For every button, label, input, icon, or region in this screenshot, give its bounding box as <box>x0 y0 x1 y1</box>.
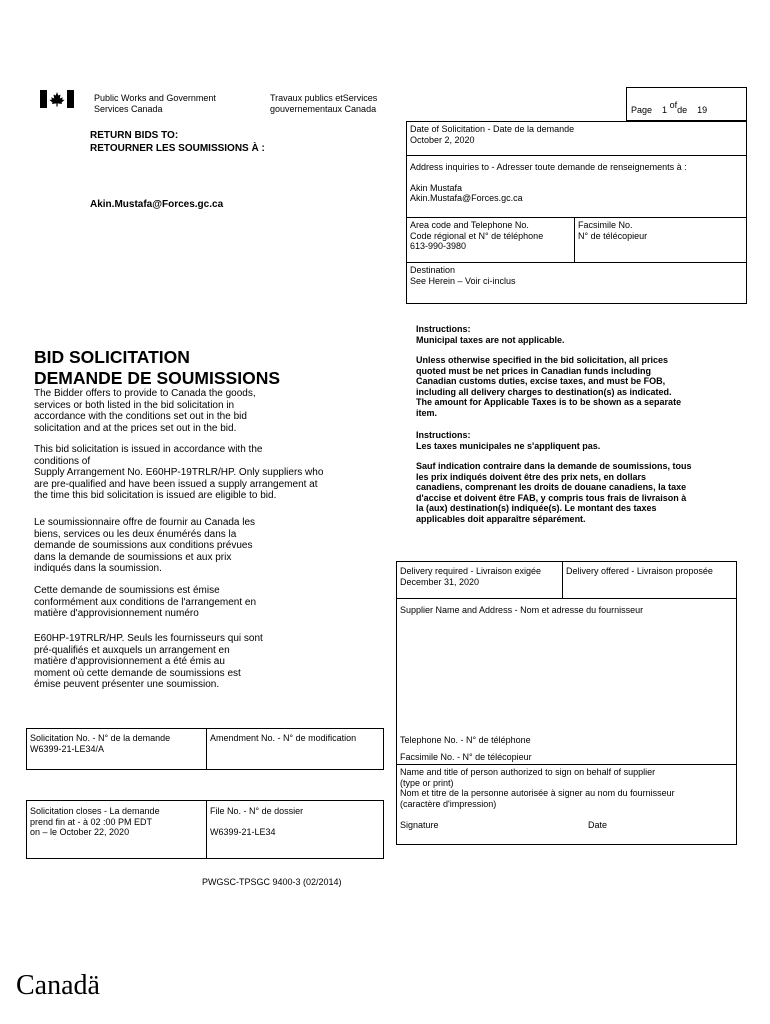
amendment-number-label: Amendment No. - N° de modification <box>210 733 357 743</box>
date-label: Date <box>588 820 608 830</box>
divider <box>396 598 737 599</box>
solicitation-number-field <box>26 730 174 757</box>
title-line-en: BID SOLICITATION <box>34 347 190 367</box>
file-number-value: W6399-21-LE34 <box>210 826 276 837</box>
return-bids-label: RETURN BIDS TO: RETOURNER LES SOUMISSIONS À : <box>90 130 265 154</box>
file-number-label: File No. - N° de dossier <box>210 806 304 816</box>
department-name-en: Public Works and Government Services Canada <box>94 93 216 114</box>
department-name-fr: Travaux publics etServices gouvernementaux Canada <box>270 93 378 114</box>
solicitation-number-value: W6399-21-LE34/A <box>30 743 105 754</box>
page-total: 19 <box>697 105 708 115</box>
body-paragraph: Cette demande de soumissions est émise conformément aux conditions de l'arrangement en matière d'approvisionnement numéro <box>34 585 257 619</box>
destination-label: Destination <box>410 265 456 275</box>
inquiries-email: Akin.Mustafa@Forces.gc.ca <box>410 193 523 203</box>
return-bids-email: Akin.Mustafa@Forces.gc.ca <box>90 199 224 210</box>
instructions-fr-title: Instructions: Les taxes municipales ne s'appliquent pas. <box>416 430 601 451</box>
fax-field <box>574 217 651 244</box>
phone-value: 613-990-3980 <box>410 241 467 251</box>
delivery-offered-field <box>562 563 717 580</box>
instructions-en-title: Instructions: Municipal taxes are not applicable. <box>416 324 565 345</box>
instructions-fr-body: Sauf indication contraire dans la demande de soumissions, tous les prix indiqués doivent être des prix nets, en dollars canadiens, comprenant les droits de douane canadiens, la taxe d'accise et doivent être FAB, y compris tous frais de livraison à la (aux) destination(s) indiquée(s). Le montant des taxes applicables doit apparaître séparément. <box>416 461 692 524</box>
body-paragraph: The Bidder offers to provide to Canada the goods, services or both listed in the bid solicitation in accordance with the conditions set out in the bid solicitation and at the prices set out in the bid. <box>34 388 256 434</box>
phone-label: Area code and Telephone No. Code régional et N° de téléphone <box>410 220 544 241</box>
solicitation-date-value: October 2, 2020 <box>410 134 475 145</box>
body-paragraph: Le soumissionnaire offre de fournir au Canada les biens, services ou les deux énumérés dans la demande de soumissions aux conditions prévues dans la demande de soumissions et aux prix indiqués dans la soumission. <box>34 517 256 574</box>
de-label: de <box>677 105 688 115</box>
delivery-required-label: Delivery required - Livraison exigée <box>400 566 542 576</box>
canada-flag-icon <box>40 90 74 108</box>
signature-label: Signature <box>400 820 439 830</box>
amendment-number-field <box>206 730 360 747</box>
divider <box>406 155 747 156</box>
authorized-person-label: Name and title of person authorized to sign on behalf of supplier (type or print) Nom et titre de la personne autorisée à signer au nom du fournisseur (caractère d'impression) <box>400 767 675 809</box>
body-paragraph: E60HP-19TRLR/HP. Seuls les fournisseurs qui sont pré-qualifiés et auxquels un arrangement en matière d'approvisionnement a été émis au moment où cette demande de soumissions est émise peuvent présenter une soumission. <box>34 633 263 690</box>
title-line-fr: DEMANDE DE SOUMISSIONS <box>34 368 280 388</box>
body-paragraph: This bid solicitation is issued in accordance with the conditions of Supply Arrangement No. E60HP-19TRLR/HP. Only suppliers who are pre-qualified and have been issued a supply arrangement at the time this bid solicitation is issued are eligible to bid. <box>34 444 324 501</box>
destination-value: See Herein – Voir ci-inclus <box>410 275 516 286</box>
document-title <box>34 347 280 389</box>
delivery-offered-label: Delivery offered - Livraison proposée <box>566 566 713 576</box>
phone-field <box>406 217 547 255</box>
inquiries-field <box>406 159 691 207</box>
supplier-phone-label: Telephone No. - N° de téléphone <box>400 735 531 745</box>
page-label: Page <box>631 105 653 115</box>
file-number-field <box>206 803 307 840</box>
solicitation-closes-label: Solicitation closes - La demande prend fin at - à 02 :00 PM EDT on – le October 22, 2020 <box>30 806 160 837</box>
solicitation-date-field <box>406 121 578 148</box>
page-number-box <box>626 87 747 121</box>
solicitation-date-label: Date of Solicitation - Date de la demande <box>410 124 575 134</box>
destination-field <box>406 262 520 289</box>
delivery-required-value: December 31, 2020 <box>400 576 480 587</box>
of-label: of <box>669 100 678 110</box>
solicitation-number-label: Solicitation No. - N° de la demande <box>30 733 171 743</box>
supplier-address-label: Supplier Name and Address - Nom et adresse du fournisseur <box>400 605 644 615</box>
canada-wordmark: Canadä <box>16 970 100 1001</box>
inquiries-label: Address inquiries to - Adresser toute demande de renseignements à : <box>410 162 687 172</box>
supplier-fax-label: Facsimile No. - N° de télécopieur <box>400 752 532 762</box>
page-number: 1 <box>662 105 668 115</box>
form-id: PWGSC-TPSGC 9400-3 (02/2014) <box>202 877 342 887</box>
inquiries-name: Akin Mustafa <box>410 182 463 193</box>
fax-label: Facsimile No. N° de télécopieur <box>578 220 648 241</box>
delivery-required-field <box>396 563 545 590</box>
instructions-en-body: Unless otherwise specified in the bid solicitation, all prices quoted must be net prices in Canadian funds including Canadian customs duties, excise taxes, and must be FOB, including all delivery charges to destination(s) as indicated. The amount for Applicable Taxes is to be shown as a separate item. <box>416 355 682 418</box>
